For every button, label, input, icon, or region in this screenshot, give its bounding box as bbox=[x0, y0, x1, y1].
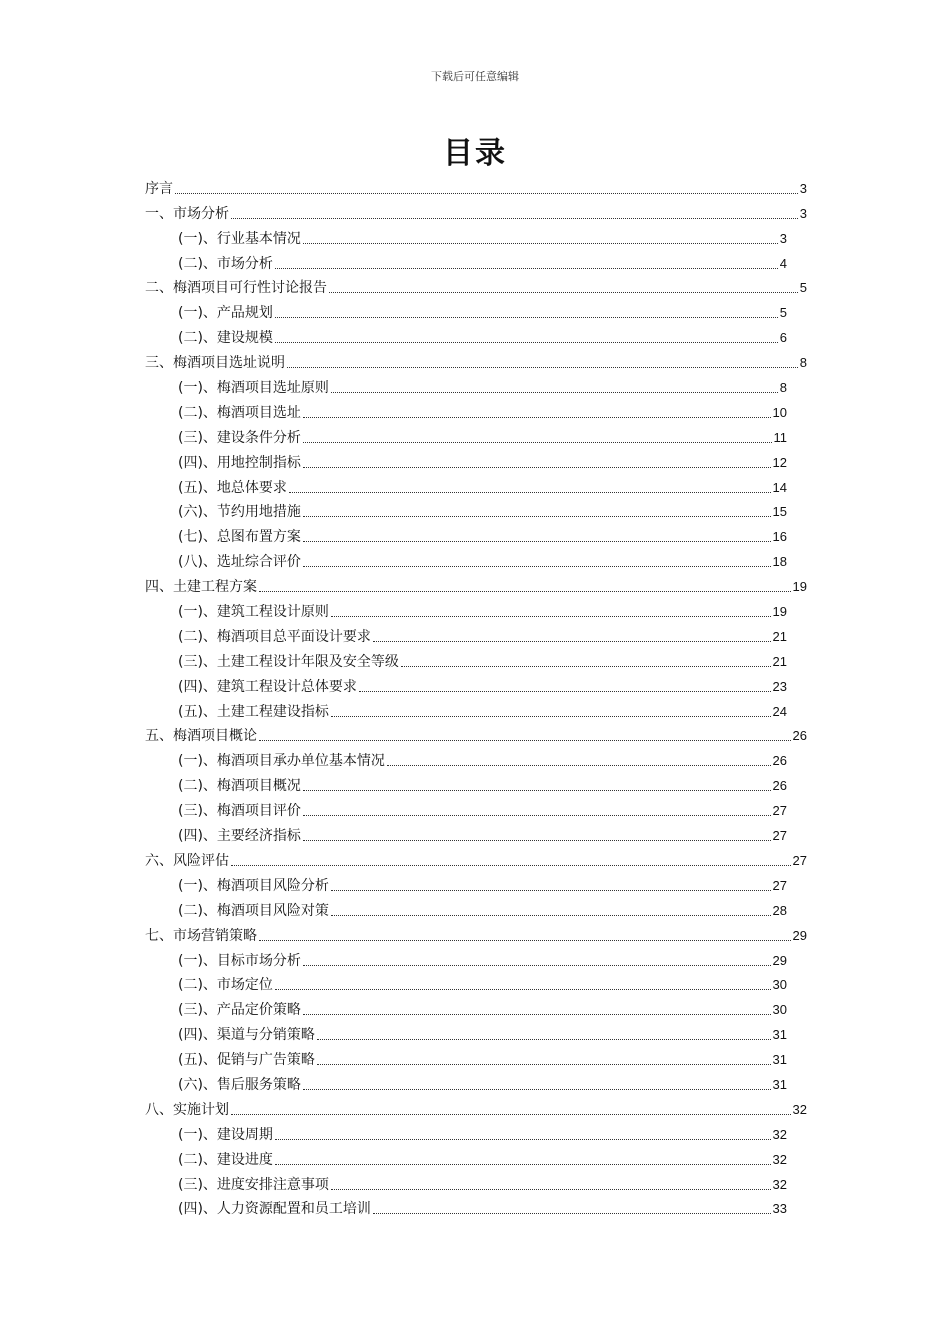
toc-entry[interactable] bbox=[145, 771, 807, 796]
toc-entry-page-number: 32 bbox=[772, 1176, 787, 1192]
toc-entry[interactable] bbox=[145, 672, 807, 697]
toc-entry[interactable] bbox=[145, 846, 807, 871]
toc-entry-label: (三)、进度安排注意事项 bbox=[178, 1176, 329, 1193]
toc-leader-dots bbox=[331, 616, 771, 617]
toc-entry[interactable] bbox=[145, 1070, 807, 1095]
toc-entry-label: 六、风险评估 bbox=[145, 852, 229, 869]
toc-entry[interactable] bbox=[145, 921, 807, 946]
toc-entry-label: (五)、土建工程建设指标 bbox=[178, 703, 329, 720]
toc-entry-label: (二)、建设进度 bbox=[178, 1151, 273, 1168]
toc-leader-dots bbox=[275, 342, 778, 343]
toc-entry-label: 序言 bbox=[145, 180, 173, 197]
toc-entry-label: (三)、建设条件分析 bbox=[178, 429, 301, 446]
toc-entry[interactable] bbox=[145, 1020, 807, 1045]
toc-entry-page-number: 26 bbox=[772, 778, 787, 794]
toc-entry-page-number: 10 bbox=[772, 404, 787, 420]
toc-leader-dots bbox=[303, 840, 771, 841]
toc-entry[interactable] bbox=[145, 647, 807, 672]
toc-leader-dots bbox=[331, 915, 771, 916]
toc-entry-label: (一)、梅酒项目承办单位基本情况 bbox=[178, 753, 385, 770]
toc-entry[interactable] bbox=[145, 697, 807, 722]
toc-entry-page-number: 28 bbox=[772, 902, 787, 918]
toc-entry-page-number: 23 bbox=[772, 678, 787, 694]
toc-entry-label: 三、梅酒项目选址说明 bbox=[145, 355, 285, 372]
toc-entry-page-number: 3 bbox=[779, 230, 787, 246]
toc-leader-dots bbox=[231, 218, 798, 219]
toc-leader-dots bbox=[317, 1064, 771, 1065]
toc-leader-dots bbox=[275, 989, 771, 990]
toc-entry-page-number: 31 bbox=[772, 1076, 787, 1092]
toc-leader-dots bbox=[317, 1039, 771, 1040]
toc-entry[interactable] bbox=[145, 1195, 807, 1220]
toc-entry[interactable] bbox=[145, 971, 807, 996]
toc-entry-label: (一)、产品规划 bbox=[178, 305, 273, 322]
toc-entry-label: (二)、梅酒项目选址 bbox=[178, 404, 301, 421]
toc-entry-label: (四)、建筑工程设计总体要求 bbox=[178, 678, 357, 695]
toc-leader-dots bbox=[331, 1189, 771, 1190]
toc-entry-page-number: 6 bbox=[779, 330, 787, 346]
toc-entry[interactable] bbox=[145, 1095, 807, 1120]
page-header: 下载后可任意编辑 bbox=[431, 70, 519, 83]
toc-leader-dots bbox=[231, 1114, 791, 1115]
toc-entry-label: (七)、总图布置方案 bbox=[178, 529, 301, 546]
toc-entry[interactable] bbox=[145, 249, 807, 274]
toc-entry-label: (六)、售后服务策略 bbox=[178, 1076, 301, 1093]
toc-leader-dots bbox=[373, 1213, 771, 1214]
toc-entry[interactable] bbox=[145, 522, 807, 547]
toc-entry-page-number: 18 bbox=[772, 554, 787, 570]
toc-entry-label: (六)、节约用地措施 bbox=[178, 504, 301, 521]
toc-entry-label: (二)、市场定位 bbox=[178, 977, 273, 994]
toc-entry[interactable] bbox=[145, 722, 807, 747]
toc-entry-page-number: 16 bbox=[772, 529, 787, 545]
toc-entry-page-number: 32 bbox=[772, 1151, 787, 1167]
toc-leader-dots bbox=[359, 691, 771, 692]
toc-entry[interactable] bbox=[145, 821, 807, 846]
toc-entry-page-number: 26 bbox=[772, 753, 787, 769]
toc-leader-dots bbox=[259, 740, 791, 741]
toc-entry-page-number: 27 bbox=[772, 828, 787, 844]
page-title: 目录 bbox=[443, 136, 507, 171]
toc-entry[interactable] bbox=[145, 298, 807, 323]
toc-entry-page-number: 4 bbox=[779, 255, 787, 271]
toc-entry-page-number: 27 bbox=[772, 803, 787, 819]
toc-entry-page-number: 32 bbox=[772, 1126, 787, 1142]
toc-entry-page-number: 30 bbox=[772, 1002, 787, 1018]
toc-entry-label: (二)、市场分析 bbox=[178, 255, 273, 272]
toc-entry-label: (一)、目标市场分析 bbox=[178, 952, 301, 969]
toc-entry-label: (五)、促销与广告策略 bbox=[178, 1052, 315, 1069]
toc-entry-label: (一)、建筑工程设计原则 bbox=[178, 604, 329, 621]
toc-entry-label: (三)、产品定价策略 bbox=[178, 1002, 301, 1019]
toc-leader-dots bbox=[303, 243, 778, 244]
toc-entry-page-number: 12 bbox=[772, 454, 787, 470]
toc-entry-page-number: 15 bbox=[772, 504, 787, 520]
toc-entry-page-number: 31 bbox=[772, 1027, 787, 1043]
toc-entry-page-number: 27 bbox=[772, 877, 787, 893]
toc-entry[interactable] bbox=[145, 224, 807, 249]
toc-entry-label: 八、实施计划 bbox=[145, 1101, 229, 1118]
toc-entry[interactable] bbox=[145, 323, 807, 348]
toc-entry-page-number: 33 bbox=[772, 1201, 787, 1217]
toc-entry-label: (一)、行业基本情况 bbox=[178, 230, 301, 247]
toc-entry-label: 一、市场分析 bbox=[145, 205, 229, 222]
toc-entry[interactable] bbox=[145, 547, 807, 572]
toc-entry[interactable] bbox=[145, 746, 807, 771]
toc-entry-label: 二、梅酒项目可行性讨论报告 bbox=[145, 280, 327, 297]
toc-leader-dots bbox=[303, 1014, 771, 1015]
toc-entry-label: (八)、选址综合评价 bbox=[178, 554, 301, 571]
toc-entry-page-number: 5 bbox=[779, 305, 787, 321]
toc-leader-dots bbox=[303, 417, 771, 418]
toc-leader-dots bbox=[303, 566, 771, 567]
toc-entry[interactable] bbox=[145, 1170, 807, 1195]
toc-entry[interactable] bbox=[145, 597, 807, 622]
toc-entry-page-number: 3 bbox=[799, 180, 807, 196]
toc-entry[interactable] bbox=[145, 796, 807, 821]
toc-leader-dots bbox=[331, 392, 778, 393]
toc-leader-dots bbox=[373, 641, 771, 642]
toc-leader-dots bbox=[259, 591, 791, 592]
toc-entry-page-number: 29 bbox=[792, 927, 807, 943]
toc-entry-page-number: 29 bbox=[772, 952, 787, 968]
toc-leader-dots bbox=[331, 890, 771, 891]
toc-entry[interactable] bbox=[145, 373, 807, 398]
toc-entry-page-number: 8 bbox=[779, 380, 787, 396]
toc-entry[interactable] bbox=[145, 896, 807, 921]
toc-entry-label: 七、市场营销策略 bbox=[145, 927, 257, 944]
toc-entry-label: (二)、梅酒项目总平面设计要求 bbox=[178, 628, 371, 645]
toc-entry-page-number: 27 bbox=[792, 852, 807, 868]
toc-entry-page-number: 32 bbox=[792, 1101, 807, 1117]
toc-entry-label: (四)、主要经济指标 bbox=[178, 828, 301, 845]
toc-leader-dots bbox=[175, 193, 798, 194]
toc-leader-dots bbox=[287, 367, 798, 368]
toc-leader-dots bbox=[303, 442, 772, 443]
toc-entry-label: (三)、梅酒项目评价 bbox=[178, 803, 301, 820]
toc-leader-dots bbox=[303, 541, 771, 542]
toc-entry-page-number: 5 bbox=[799, 280, 807, 296]
toc-leader-dots bbox=[401, 666, 771, 667]
toc-entry-label: (二)、梅酒项目概况 bbox=[178, 778, 301, 795]
toc-leader-dots bbox=[275, 1139, 771, 1140]
toc-entry-page-number: 14 bbox=[772, 479, 787, 495]
toc-entry-page-number: 26 bbox=[792, 728, 807, 744]
toc-entry[interactable] bbox=[145, 1045, 807, 1070]
toc-entry-page-number: 31 bbox=[772, 1052, 787, 1068]
toc-entry-label: (四)、渠道与分销策略 bbox=[178, 1027, 315, 1044]
toc-entry-label: (三)、土建工程设计年限及安全等级 bbox=[178, 653, 399, 670]
toc-entry-page-number: 30 bbox=[772, 977, 787, 993]
toc-entry-label: (一)、梅酒项目选址原则 bbox=[178, 380, 329, 397]
toc-entry-label: 四、土建工程方案 bbox=[145, 579, 257, 596]
toc-entry[interactable] bbox=[145, 946, 807, 971]
toc-entry-label: (二)、梅酒项目风险对策 bbox=[178, 902, 329, 919]
toc-entry[interactable] bbox=[145, 473, 807, 498]
toc-entry-label: (一)、建设周期 bbox=[178, 1126, 273, 1143]
toc-leader-dots bbox=[303, 516, 771, 517]
toc-entry-label: (五)、地总体要求 bbox=[178, 479, 287, 496]
toc-entry-page-number: 3 bbox=[799, 205, 807, 221]
toc-entry-label: (二)、建设规模 bbox=[178, 330, 273, 347]
toc-entry[interactable] bbox=[145, 572, 807, 597]
toc-entry-page-number: 21 bbox=[772, 628, 787, 644]
toc-leader-dots bbox=[329, 292, 798, 293]
toc-entry-page-number: 21 bbox=[772, 653, 787, 669]
toc-leader-dots bbox=[275, 268, 778, 269]
toc-entry-page-number: 8 bbox=[799, 355, 807, 371]
toc-leader-dots bbox=[303, 790, 771, 791]
toc-entry[interactable] bbox=[145, 199, 807, 224]
toc-entry[interactable] bbox=[145, 622, 807, 647]
toc-entry-label: (四)、人力资源配置和员工培训 bbox=[178, 1201, 371, 1218]
toc-entry[interactable] bbox=[145, 348, 807, 373]
toc-leader-dots bbox=[303, 1089, 771, 1090]
toc-entry[interactable] bbox=[145, 871, 807, 896]
toc-entry[interactable] bbox=[145, 423, 807, 448]
toc-leader-dots bbox=[303, 467, 771, 468]
toc-leader-dots bbox=[303, 815, 771, 816]
toc-entry[interactable] bbox=[145, 398, 807, 423]
toc-entry[interactable] bbox=[145, 1145, 807, 1170]
toc-entry[interactable] bbox=[145, 448, 807, 473]
toc-entry[interactable] bbox=[145, 995, 807, 1020]
toc-entry-label: (一)、梅酒项目风险分析 bbox=[178, 877, 329, 894]
toc-leader-dots bbox=[231, 865, 791, 866]
toc-entry[interactable] bbox=[145, 174, 807, 199]
toc-entry[interactable] bbox=[145, 274, 807, 299]
toc-entry-page-number: 19 bbox=[792, 579, 807, 595]
toc-leader-dots bbox=[387, 765, 771, 766]
toc-leader-dots bbox=[275, 317, 778, 318]
table-of-contents bbox=[145, 174, 807, 1219]
toc-leader-dots bbox=[331, 716, 771, 717]
toc-leader-dots bbox=[303, 965, 771, 966]
toc-entry-label: 五、梅酒项目概论 bbox=[145, 728, 257, 745]
toc-leader-dots bbox=[259, 940, 791, 941]
toc-leader-dots bbox=[275, 1164, 771, 1165]
toc-entry-page-number: 24 bbox=[772, 703, 787, 719]
toc-entry[interactable] bbox=[145, 498, 807, 523]
toc-entry-label: (四)、用地控制指标 bbox=[178, 454, 301, 471]
toc-entry-page-number: 11 bbox=[773, 429, 787, 445]
toc-entry[interactable] bbox=[145, 1120, 807, 1145]
toc-entry-page-number: 19 bbox=[772, 604, 787, 620]
toc-leader-dots bbox=[289, 492, 771, 493]
